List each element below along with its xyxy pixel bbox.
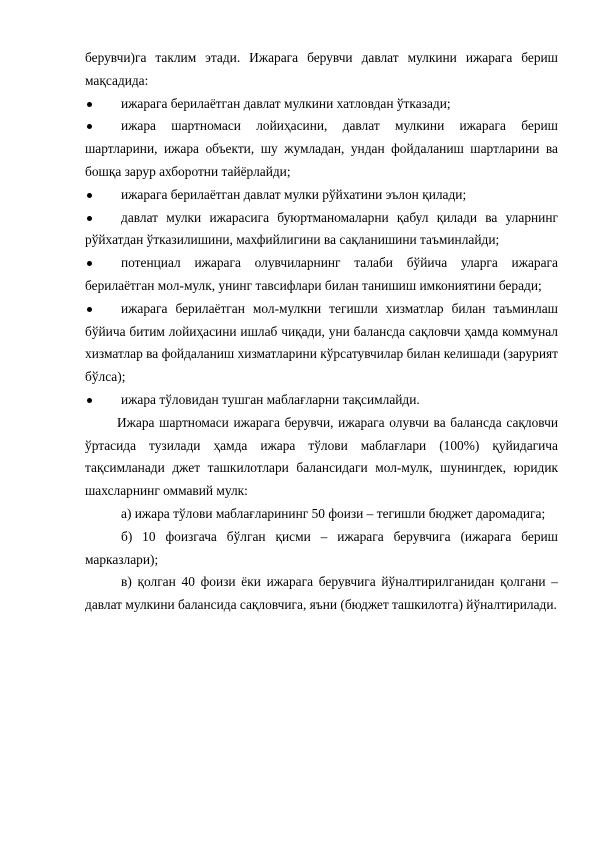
bullet-text: ижарага берилаётган давлат мулкини хатловдан ўтказади;: [121, 95, 451, 111]
bullet-item: [85, 184, 558, 207]
bullet-text: давлат мулки ижарасига буюртманомаларни қабул қилади ва уларнинг рўйхатдан ўтказилишини, махфийлигини ва сақланишини таъминлайди;: [85, 209, 558, 248]
bullet-item: [85, 115, 558, 183]
bullet-icon: [87, 102, 92, 107]
list-item-b: б) 10 фоизгача бўлган қисми – ижарага берувчига (ижарага бериш марказлари);: [85, 528, 558, 567]
bullet-item: [85, 93, 558, 116]
bullet-text: ижара тўловидан тушган маблағларни тақсимлайди.: [121, 391, 420, 407]
list-item-a: а) ижара тўлови маблағларининг 50 фоизи – тегишли бюджет даромадига;: [121, 505, 546, 521]
bullet-icon: [87, 216, 92, 221]
bullet-text: ижарага берилаётган мол-мулкни тегишли хизматлар билан таъминлаш бўйича битим лойиҳасини ишлаб чиқади, уни балансда сақловчи ҳамда коммунал хизматлар ва фойдаланиш хизматларини кўрсатувчилар билан келишади (зарурият бўлса);: [85, 300, 559, 385]
bullet-item: [85, 389, 558, 412]
paragraph-intro: берувчи)га таклим этади. Ижарага берувчи давлат мулкини ижарага бериш мақсадида:: [85, 50, 558, 88]
bullet-item: [85, 252, 558, 298]
bullet-icon: [87, 124, 92, 129]
bullet-icon: [87, 261, 92, 266]
paragraph-lease-agreement: Ижара шартномаси ижарага берувчи, ижарага олувчи ва балансда сақловчи ўртасида тузилади ҳамда ижара тўлови маблағлари (100%) қуйидагича тақсимланади джет ташкилотлари балансидаги мол-мулк, шунингдек, юридик шахсларнинг оммавий мулк:: [85, 414, 558, 499]
bullet-icon: [87, 398, 92, 403]
bullet-text: потенциал ижарага олувчиларнинг талаби бўйича уларга ижарага берилаётган мол-мулк, унинг тавсифлари билан танишиш имкониятини беради;: [85, 255, 558, 293]
bullet-item: [85, 207, 558, 253]
bullet-text: ижарага берилаётган давлат мулки рўйхатини эълон қилади;: [121, 186, 467, 202]
bullet-item: [85, 298, 558, 389]
bullet-icon: [87, 193, 92, 198]
document-body: [85, 47, 558, 617]
bullet-icon: [87, 307, 92, 312]
bullet-text: ижара шартномаси лойиҳасини, давлат мулкини ижарага бериш шартларини, ижара объекти, шу жумладан, ундан фойдаланиш шартларини ва бошқа зарур ахборотни тайёрлайди;: [85, 118, 558, 179]
list-item-c: в) қолган 40 фоизи ёки ижарага берувчига йўналтирилганидан қолгани – давлат мулкини балансида сақловчига, яъни (бюджет ташкилотга) йўналтирилади.: [85, 574, 558, 613]
